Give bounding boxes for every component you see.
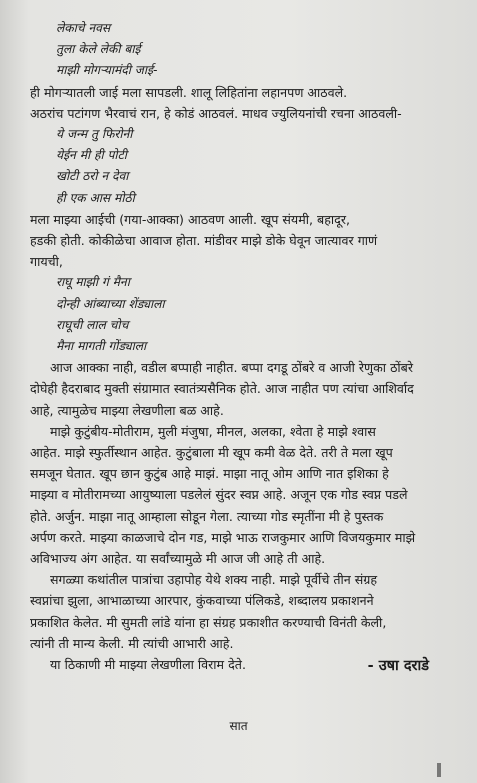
prose-line: सगळ्या कथांतील पात्रांचा उहापोह येथे शक्य नाही. माझे पूर्वीचे तीन संग्रह: [50, 572, 378, 588]
verse-line: ही एक आस मोठी: [56, 190, 135, 205]
prose-line: आहे, त्यामुळेच माझ्या लेखणीला बळ आहे.: [30, 402, 224, 418]
verse-line: माझी मोगऱ्यामंदी जाई-: [56, 63, 158, 78]
verse-line: तुला केले लेकी बाई: [56, 42, 141, 57]
prose-line: माझ्या व मोतीरामच्या आयुष्याला पडलेलं सुंदर स्वप्न आहे. अजून एक गोड स्वप्न पडले: [30, 487, 408, 503]
prose-line: त्यांनी ती मान्य केली. मी त्यांची आभारी आहे.: [30, 635, 234, 651]
prose-line: अठरांच पटांगण भैरवाचं रान, हे कोडं आठवलं. माधव ज्युलियनांची रचना आठवली-: [30, 105, 402, 121]
prose-line: समजून घेतात. खूप छान कुटुंब आहे माझं. माझा नातू ओम आणि नात इशिका हे: [30, 466, 389, 482]
prose-line: होते. अर्जुन. माझा नातू आम्हाला सोडून गेला. त्याच्या गोड स्मृतींना मी हे पुस्तक: [30, 508, 384, 524]
author-signature: - उषा दराडे: [367, 658, 429, 674]
page-number: सात: [229, 719, 248, 733]
prose-line: मला माझ्या आईची (गया-आक्का) आठवण आली. खूप संयमी, बहादूर,: [30, 211, 351, 227]
prose-line: या ठिकाणी मी माझ्या लेखणीला विराम देते.: [50, 657, 246, 673]
verse-line: राघू माझी गं मैना: [56, 275, 130, 290]
prose-line: हडकी होती. कोकीळेचा आवाज होता. मांडीवर माझे डोके घेवून जात्यावर गाणं: [30, 233, 378, 249]
prose-line: दोघेही हैदराबाद मुक्ती संग्रामात स्वातंत्र्यसैनिक होते. आज नाहीत पण त्यांचा आशिर्वाद: [30, 381, 414, 397]
prose-line: गायची,: [30, 254, 63, 270]
page-edge-mark: [437, 763, 441, 777]
verse-line: येईन मी ही पोटी: [56, 148, 127, 163]
prose-line: ही मोगऱ्यातली जाई मला सापडली. शालू लिहितांना लहानपण आठवले.: [30, 84, 348, 100]
verse-line: ये जन्म तु फिरोनी: [56, 127, 133, 142]
verse-line: दोन्ही आंब्याच्या शेंड्याला: [56, 296, 165, 311]
prose-line: अविभाज्य अंग आहेत. या सर्वांच्यामुळे मी आज जी आहे ती आहे.: [30, 551, 326, 567]
verse-line: मैना मागती गोंड्याला: [56, 339, 147, 354]
prose-line: माझे कुटुंबीय-मोतीराम, मुली मंजुषा, मीनल, अलका, श्वेता हे माझे श्वास: [50, 423, 376, 439]
verse-line: लेकाचे नवस: [56, 21, 111, 35]
prose-line: अर्पण करते. माझ्या काळजाचे दोन गड, माझे भाऊ राजकुमार आणि विजयकुमार माझे: [30, 529, 416, 545]
prose-line: आहेत. माझे स्फुर्तीस्थान आहेत. कुटुंबाला मी खूप कमी वेळ देते. तरी ते मला खूप: [30, 445, 393, 461]
page-body: [30, 18, 465, 675]
verse-line: राघूची लाल चोच: [56, 317, 129, 332]
prose-line: स्वप्नांचा झुला, आभाळाच्या आरपार, कुंकवाच्या पंलिकडे, शब्दालय प्रकाशनने: [30, 593, 374, 609]
verse-line: खोटी ठरो न देवा: [56, 169, 129, 184]
prose-line: प्रकाशित केलेत. मी सुमती लांडे यांना हा संग्रह प्रकाशीत करण्याची विनंती केली,: [30, 614, 387, 630]
prose-line: आज आक्का नाही, वडील बप्पाही नाहीत. बप्पा दगडू ठोंबरे व आजी रेणुका ठोंबरे: [50, 360, 413, 376]
